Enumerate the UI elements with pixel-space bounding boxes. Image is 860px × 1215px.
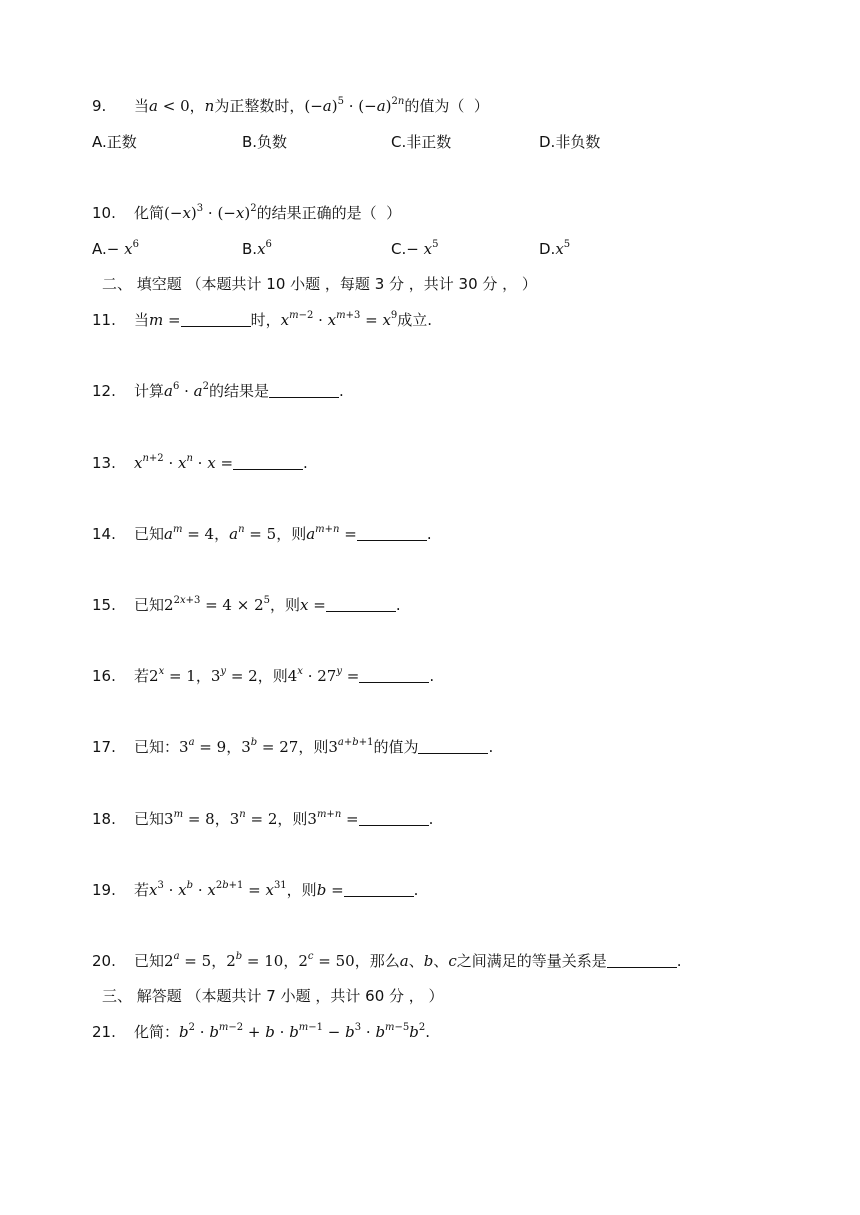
- section-heading: 三、 解答题 （本题共计 7 小题 ，共计 60 分 ， ）: [102, 987, 444, 1005]
- option-a[interactable]: $A.- x^6$: [92, 239, 139, 258]
- question-number: 15.: [92, 596, 116, 614]
- answer-blank[interactable]: [269, 383, 339, 398]
- question-18: 18. 已知$3^m = 8$，$3^n = 2$，则$3^{m+n}$ = .: [92, 809, 434, 828]
- question-number: 12.: [92, 382, 116, 400]
- question-number: 17.: [92, 738, 116, 756]
- option-b[interactable]: B.负数: [242, 133, 288, 151]
- answer-blank[interactable]: [359, 811, 429, 826]
- option-b[interactable]: $B.x^6$: [242, 239, 272, 258]
- answer-blank[interactable]: [357, 526, 427, 541]
- question-13: 13. $x^{n+2} \cdot x^n \cdot x$ = .: [92, 453, 308, 472]
- answer-blank[interactable]: [233, 455, 303, 470]
- option-d[interactable]: $D.x^5$: [539, 239, 571, 258]
- question-number: 21.: [92, 1023, 116, 1041]
- question-number: 19.: [92, 881, 116, 899]
- question-number: 9.: [92, 97, 107, 115]
- section-heading: 二、 填空题 （本题共计 10 小题 ，每题 3 分 ，共计 30 分 ， ）: [102, 275, 537, 293]
- question-9: 9. 当a < 0，n为正整数时，$(-a)^5 \cdot (-a)^{2n}$的值为（ ）: [92, 96, 489, 115]
- question-20: 20. 已知$2^a = 5$，$2^b = 10$，$2^c = 50$，那么a、b、c之间满足的等量关系是 .: [92, 951, 682, 970]
- option-d[interactable]: D.非负数: [539, 133, 601, 151]
- answer-blank[interactable]: [359, 668, 429, 683]
- answer-blank[interactable]: [344, 882, 414, 897]
- option-c[interactable]: $C.- x^5$: [391, 239, 439, 258]
- question-number: 16.: [92, 667, 116, 685]
- question-number: 10.: [92, 204, 116, 222]
- question-number: 11.: [92, 311, 116, 329]
- answer-blank[interactable]: [181, 312, 251, 327]
- question-21: 21. 化简：$b^2 \cdot b^{m-2} + b \cdot b^{m-1} - b^3 \cdot b^{m-5}b^2$.: [92, 1022, 431, 1041]
- question-17: 17. 已知：$3^a = 9$，$3^b = 27$，则$3^{a+b+1}$的值为 .: [92, 737, 494, 756]
- answer-blank[interactable]: [607, 953, 677, 968]
- answer-blank[interactable]: [418, 739, 488, 754]
- question-16: 16. 若$2^x = 1$，$3^y = 2$，则$4^x \cdot 27^y$ = .: [92, 666, 435, 685]
- question-15: 15. 已知$2^{2x+3} = 4 \times 2^5$，则x = .: [92, 595, 401, 614]
- option-a[interactable]: A.正数: [92, 133, 137, 151]
- question-14: 14. 已知$a^m = 4$，$a^n = 5$，则$a^{m+n}$ = .: [92, 524, 432, 543]
- question-12: 12. 计算$a^6 \cdot a^2$的结果是 .: [92, 381, 344, 400]
- question-11: 11. 当m = 时，$x^{m-2} \cdot x^{m+3} = x^9$成立.: [92, 310, 433, 329]
- question-19: 19. 若$x^3 \cdot x^b \cdot x^{2b+1} = x^{31}$，则b = .: [92, 880, 419, 899]
- answer-blank[interactable]: [326, 597, 396, 612]
- option-c[interactable]: C.非正数: [391, 133, 452, 151]
- question-10: 10. 化简$(-x)^3 \cdot (-x)^2$的结果正确的是（ ）: [92, 203, 402, 222]
- question-number: 20.: [92, 952, 116, 970]
- question-number: 14.: [92, 525, 116, 543]
- question-number: 18.: [92, 810, 116, 828]
- question-number: 13.: [92, 454, 116, 472]
